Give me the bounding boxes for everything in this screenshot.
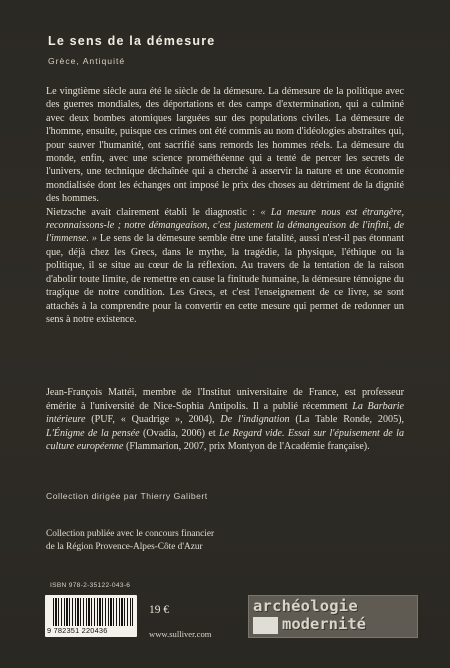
collection-director: Collection dirigée par Thierry Galibert [46,491,208,501]
bio-text: Jean-François Mattéi, membre de l'Institut universitaire de France, est professeur émérite à l'université de Nice-Sophia Antipolis. Il a publié récemment [46,387,404,412]
bio-title-3: L'Énigme de la pensée [46,427,140,439]
barcode-number: 9 782351 220436 [47,626,108,635]
blurb-p2-end: Le sens de la démesure semble être une fatalité, aussi n'est-il pas étonnant que, déjà chez les Grecs, dans le mythe, la tragédie, la physique, l'éthique ou la politique, il se situe au cœur de la réflexion. Au travers de la tentation de la raison d'abolir toute limite, de remettre en cause la finitude humaine, la démesure témoigne du tragique de notre condition. Les Grecs, et c'est l'enseignement de ce livre, se sont attachés à la comprendre pour la convertir en cette mesure qui permet de redonner un sens à notre existence. [46,233,405,325]
bio-text: (La Table Ronde, 2005), [289,414,405,425]
isbn: ISBN 978-2-35122-043-6 [50,582,131,589]
bio-text: (Flammarion, 2007, prix Montyon de l'Académie française). [123,441,370,452]
logo-line-1: archéologie [253,597,358,615]
blurb-paragraph-2 [46,206,404,327]
sponsor-line-2: de la Région Provence-Alpes-Côte d'Azur [46,542,203,552]
barcode [45,595,137,637]
bio-text: (Ovadia, 2006) et [139,427,220,439]
logo-square-icon [253,617,278,634]
publisher-website[interactable]: www.sulliver.com [149,629,212,639]
book-subtitle: Grèce, Antiquité [48,56,126,66]
book-title: Le sens de la démesure [48,34,216,48]
author-bio [46,386,404,454]
blurb [46,85,404,326]
blurb-paragraph-1: Le vingtième siècle aura été le siècle de la démesure. La démesure de la politique avec des guerres mondiales, des déportations et des camps d'extermination, qui a culminé avec deux bombes atomiques larguées sur des populations civiles. La démesure de l'homme, ensuite, puisque ces crimes ont été commis au nom d'idéologies abstraites qui, pour sauver l'humanité, ont sacrifié sans remords les hommes réels. La démesure du monde, enfin, avec une science prométhéenne qui a tenté de percer les secrets de l'univers, une technique déchaînée qui a cherché à asservir la nature et une économie mondialisée dont les échanges ont imposé le prix des choses au détriment de la dignité des hommes. [46,86,404,205]
bio-title-4: Le Regard vide. Essai sur l'épuisement de la culture européenne [46,427,404,452]
price: 19 € [149,604,170,616]
bio-title-2: De l'indignation [220,414,290,425]
nietzsche-quote: « La mesure nous est étrangère, reconnaissons-le ; notre démangeaison, c'est justement la démangeaison de l'infini, de l'immense. » [46,206,405,245]
logo-line-2: modernité [282,615,366,633]
blurb-p2-start: Nietzsche avait clairement établi le diagnostic : [46,206,261,218]
bio-title-1: La Barbarie intérieure [46,400,404,425]
sponsor-note [46,528,306,554]
barcode-bars-icon [53,598,133,626]
bio-text: (PUF, « Quadrige », 2004), [85,414,221,425]
collection-logo [248,595,418,638]
sponsor-line-1: Collection publiée avec le concours financier [46,529,215,539]
